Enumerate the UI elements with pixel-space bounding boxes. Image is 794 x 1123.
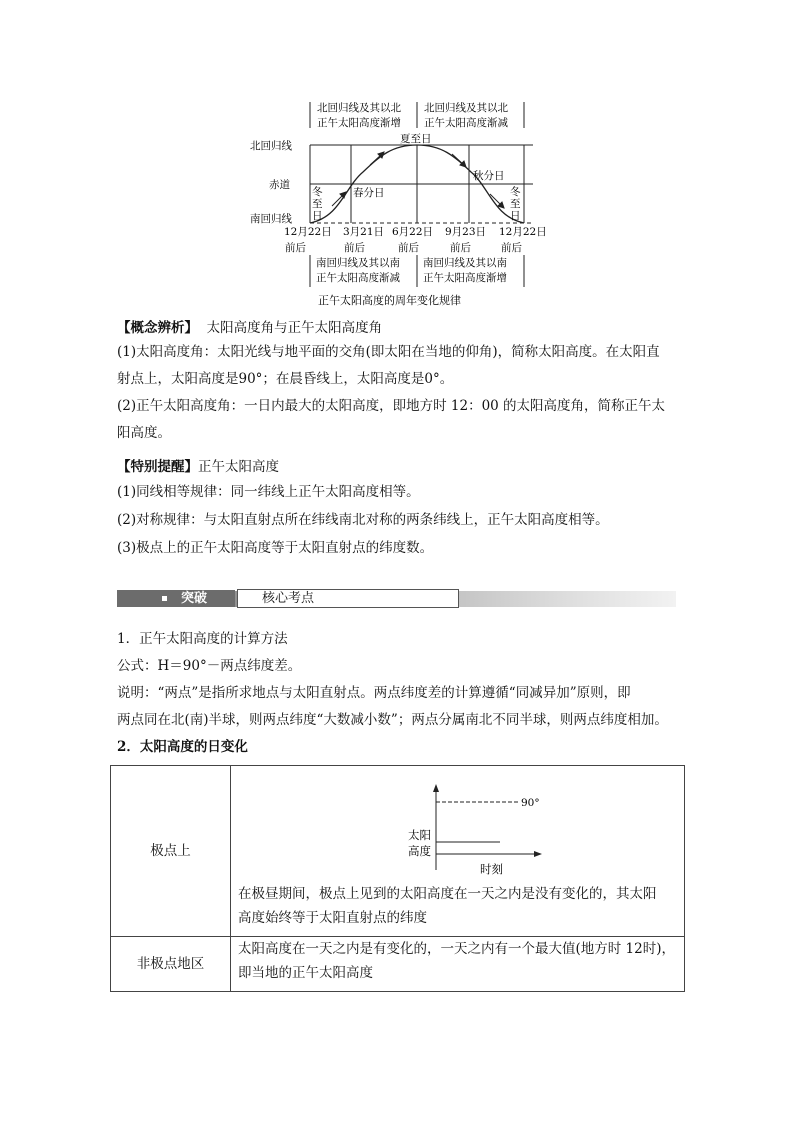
bottom-annotation-boxes	[310, 255, 524, 287]
top-left-box-line2: 正午太阳高度渐增	[317, 117, 401, 129]
section1-title: 1．正午太阳高度的计算方法	[117, 631, 288, 647]
concept-heading-text: 太阳高度角与正午太阳高度角	[206, 320, 383, 336]
row2-label: 非极点地区	[111, 937, 231, 992]
spring-equinox-label: 春分日	[353, 187, 385, 199]
banner-label	[117, 590, 235, 607]
xaxis-label: 时刻	[480, 862, 503, 876]
row1-text-line2: 高度始终等于太阳直射点的纬度	[238, 910, 427, 926]
banner-label-text: 突破	[181, 591, 208, 606]
reminder-heading-text: 正午太阳高度	[198, 459, 279, 475]
diagram-caption: 正午太阳高度的周年变化规律	[318, 294, 461, 307]
autumn-equinox-label: 秋分日	[473, 170, 505, 182]
solar-altitude-annual-diagram	[240, 92, 560, 314]
summer-solstice-label: 夏至日	[400, 133, 432, 145]
polar-altitude-chart	[238, 766, 678, 878]
table-row	[111, 766, 685, 937]
bottom-left-box-line2: 正午太阳高度渐减	[316, 272, 400, 284]
date-label: 3月21日	[343, 226, 385, 238]
winter-solstice-left-2: 至	[312, 198, 323, 210]
reminder-heading-bracket: 【特别提醒】	[117, 459, 198, 475]
date-label: 12月22日	[499, 226, 547, 238]
date-suffix: 前后	[450, 242, 471, 254]
row1-text-line1: 在极昼期间，极点上见到的太阳高度在一天之内是没有变化的，其太阳	[238, 886, 657, 902]
reminder-item: (2)对称规律：与太阳直射点所在纬线南北对称的两条纬线上，正午太阳高度相等。	[117, 512, 609, 528]
date-label: 9月23日	[445, 226, 487, 238]
row1-label: 极点上	[111, 766, 231, 937]
bottom-right-box-line2: 正午太阳高度渐增	[423, 272, 507, 284]
winter-solstice-left-3: 日	[312, 210, 323, 222]
concept-p1-line2: 射点上，太阳高度是90°；在晨昏线上，太阳高度是0°。	[117, 371, 454, 387]
date-suffix: 前后	[285, 242, 306, 254]
section2-title: 2．太阳高度的日变化	[117, 739, 248, 755]
winter-solstice-right-3: 日	[510, 210, 521, 222]
yaxis-label-line1: 太阳	[408, 828, 431, 842]
winter-solstice-right-2: 至	[510, 198, 521, 210]
winter-solstice-right-1: 冬	[510, 186, 521, 198]
date-suffix: 前后	[344, 242, 365, 254]
tropic-of-capricorn-label: 南回归线	[250, 213, 292, 225]
top-right-box-line2: 正午太阳高度渐减	[424, 117, 508, 129]
bottom-left-box-line1: 南回归线及其以南	[316, 257, 400, 269]
bottom-right-box-line1: 南回归线及其以南	[423, 257, 507, 269]
square-bullet-icon	[162, 596, 167, 601]
concept-heading-bracket: 【概念辨析】	[117, 320, 198, 336]
top-annotation-boxes	[310, 101, 524, 129]
table-row	[111, 937, 685, 992]
date-label: 12月22日	[284, 226, 332, 238]
concept-p2-line2: 阳高度。	[117, 425, 171, 441]
reminder-item: (1)同线相等规律：同一纬线上正午太阳高度相等。	[117, 484, 420, 500]
row2-text-line2: 即当地的正午太阳高度	[238, 965, 373, 981]
section-banner	[117, 588, 676, 608]
reminder-item: (3)极点上的正午太阳高度等于太阳直射点的纬度数。	[117, 540, 434, 556]
daily-variation-table	[110, 765, 685, 992]
concept-heading	[117, 319, 382, 337]
banner-title-box	[237, 589, 459, 608]
date-label: 6月22日	[392, 226, 434, 238]
row1-content	[231, 766, 685, 937]
date-suffix: 前后	[398, 242, 419, 254]
date-suffix: 前后	[501, 242, 522, 254]
section1-note-line2: 两点同在北(南)半球，则两点纬度“大数减小数”；两点分属南北不同半球，则两点纬度相加。	[117, 712, 668, 728]
top-right-box-line1: 北回归线及其以北	[424, 102, 508, 114]
winter-solstice-left-1: 冬	[312, 186, 323, 198]
equator-label: 赤道	[269, 179, 290, 191]
row2-content	[231, 937, 685, 992]
concept-p2-line1: (2)正午太阳高度角：一日内最大的太阳高度，即地方时 12：00 的太阳高度角，简称正午太	[117, 398, 666, 414]
concept-p1-line1: (1)太阳高度角：太阳光线与地平面的交角(即太阳在当地的仰角)，简称太阳高度。在太阳直	[117, 344, 660, 360]
banner-title-text: 核心考点	[262, 591, 315, 606]
section1-note-line1: 说明：“两点”是指所求地点与太阳直射点。两点纬度差的计算遵循“同减异加”原则，即	[117, 685, 631, 701]
reminder-heading	[117, 458, 279, 476]
yaxis-label-line2: 高度	[408, 844, 431, 858]
ninety-degree-label: 90°	[521, 797, 540, 809]
row2-text-line1: 太阳高度在一天之内是有变化的，一天之内有一个最大值(地方时 12时)，	[238, 941, 676, 957]
tropic-of-cancer-label: 北回归线	[250, 140, 292, 152]
section1-formula: 公式：H＝90°－两点纬度差。	[117, 658, 302, 674]
top-left-box-line1: 北回归线及其以北	[317, 102, 401, 114]
